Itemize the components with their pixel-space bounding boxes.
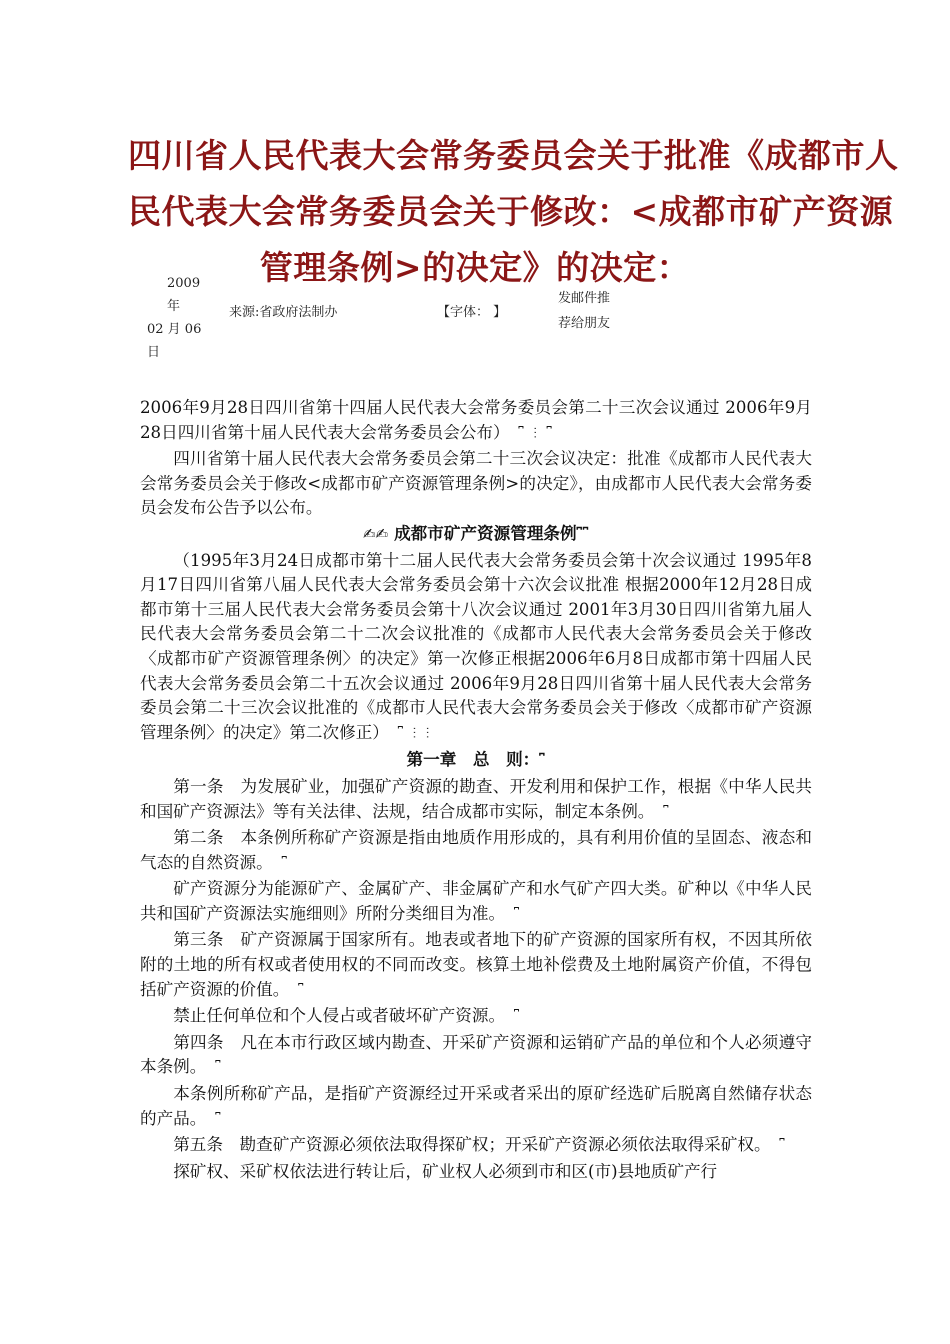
- date-month-day: 02 月 06: [147, 322, 202, 337]
- hand-ornament-icon: ✍✍: [362, 524, 389, 543]
- paragraph-text: （1995年3月24日成都市第十二届人民代表大会常务委员会第十次会议通过 1995年8月17日四川省第八届人民代表大会常务委员会第十六次会议批准 根据2000年12月28日成都市第十三届人民代表大会常务委员会第十八次会议通过 2001年3月30日四川省第九届人民代表大会常务委员会第二十二次会议批准的《成都市人民代表大会常务委员会关于修改〈成都市矿产资源管理条例〉的决定》第一次修正根据2006年6月8日成都市第十四届人民代表大会常务委员会第二十五次会议通过 2006年9月28日四川省第十届人民代表大会常务委员会第二十三次会议批准的《成都市人民代表大会常务委员会关于修改〈成都市矿产资源管理条例〉的决定》第二次修正）: [140, 550, 812, 742]
- article-5-clause: [140, 1160, 812, 1185]
- paragraph-text: 第一条 为发展矿业，加强矿产资源的勘查、开发利用和保护工作，根据《中华人民共和国矿产资源法》等有关法律、法规，结合成都市实际，制定本条例。: [140, 776, 812, 821]
- paragraph-text: 第三条 矿产资源属于国家所有。地表或者地下的矿产资源的国家所有权，不因其所依附的土地的所有权或者使用权的不同而改变。核算土地补偿费及土地附属资产价值，不得包括矿产资源的价值。: [140, 930, 812, 999]
- heading-text: 成都市矿产资源管理条例: [394, 522, 577, 543]
- title-line-2: 民代表大会常务委员会关于修改：<成都市矿产资源: [128, 192, 894, 231]
- chapter-heading: [140, 747, 812, 775]
- format-marks: ⎴: [206, 1112, 222, 1128]
- email-to-friend-link[interactable]: [558, 286, 628, 336]
- paragraph-1: [140, 396, 812, 447]
- paragraph-history: [140, 549, 812, 748]
- paragraph-text: 第五条 勘查矿产资源必须依法取得探矿权；开采矿产资源必须依法取得采矿权。: [173, 1135, 771, 1155]
- document-title: [128, 128, 899, 296]
- format-marks: ⎴⎴: [576, 527, 590, 543]
- paragraph-text: 探矿权、采矿权依法进行转让后，矿业权人必须到市和区(市)县地质矿产行: [173, 1161, 718, 1181]
- paragraph-2: [140, 447, 812, 521]
- format-marks: ⎴: [206, 1061, 222, 1077]
- format-marks: ⎴: [654, 805, 670, 821]
- article-2: [140, 826, 812, 877]
- article-3: [140, 928, 812, 1004]
- email-link-line-1: 发邮件推: [558, 291, 611, 306]
- format-marks: ⎴: [289, 983, 305, 999]
- email-link-line-2: 荐给朋友: [558, 316, 611, 331]
- title-line-1: 四川省人民代表大会常务委员会关于批准《成都市人: [128, 136, 899, 175]
- paragraph-text: 本条例所称矿产品，是指矿产资源经过开采或者采出的原矿经选矿后脱离自然储存状态的产品。: [140, 1084, 812, 1128]
- paragraph-text: 矿产资源分为能源矿产、金属矿产、非金属矿产和水气矿产四大类。矿种以《中华人民共和国矿产资源法实施细则》所附分类细目为准。: [140, 879, 812, 923]
- format-marks: ⎴: [539, 754, 546, 770]
- paragraph-text: 四川省第十届人民代表大会常务委员会第二十三次会议决定：批准《成都市人民代表大会常务委员会关于修改<成都市矿产资源管理条例>的决定》，由成都市人民代表大会常务委员会发布公告予以公布。: [140, 449, 812, 518]
- article-4: [140, 1031, 812, 1082]
- date-year: 2009 年: [167, 276, 201, 314]
- format-marks: ⎴: [505, 907, 521, 923]
- article-3-clause: [140, 1004, 812, 1031]
- heading-text: 第一章 总 则：: [406, 749, 540, 770]
- font-size-selector[interactable]: 【字体： 】: [437, 305, 507, 320]
- format-marks: ⎴ ⋮ ⋮: [388, 726, 431, 742]
- format-marks: ⎴: [770, 1139, 786, 1155]
- source-label: 来源:省政府法制办: [229, 305, 338, 320]
- paragraph-text: 第二条 本条例所称矿产资源是指由地质作用形成的，具有利用价值的呈固态、液态和气态的自然资源。: [140, 828, 812, 872]
- article-1: [140, 775, 812, 826]
- format-marks: ⎴: [272, 856, 288, 872]
- paragraph-text: 禁止任何单位和个人侵占或者破坏矿产资源。: [173, 1006, 506, 1026]
- format-marks: ⎴ ⋮ ⎴: [509, 426, 553, 442]
- article-2-clause: [140, 877, 812, 928]
- title-line-3: 管理条例>的决定》的决定：: [259, 248, 691, 287]
- paragraph-text: 2006年9月28日四川省第十四届人民代表大会常务委员会第二十三次会议通过 2006年9月28日四川省第十届人民代表大会常务委员会公布）: [140, 398, 812, 442]
- date-suffix: 日: [147, 345, 161, 360]
- article-5: [140, 1133, 812, 1160]
- format-marks: ⎴: [505, 1010, 521, 1026]
- publish-date: [147, 272, 217, 364]
- document-body: [140, 396, 812, 1184]
- article-4-clause: [140, 1082, 812, 1133]
- paragraph-text: 第四条 凡在本市行政区域内勘查、开采矿产资源和运销矿产品的单位和个人必须遵守本条例。: [140, 1032, 812, 1077]
- regulation-heading: [140, 521, 812, 549]
